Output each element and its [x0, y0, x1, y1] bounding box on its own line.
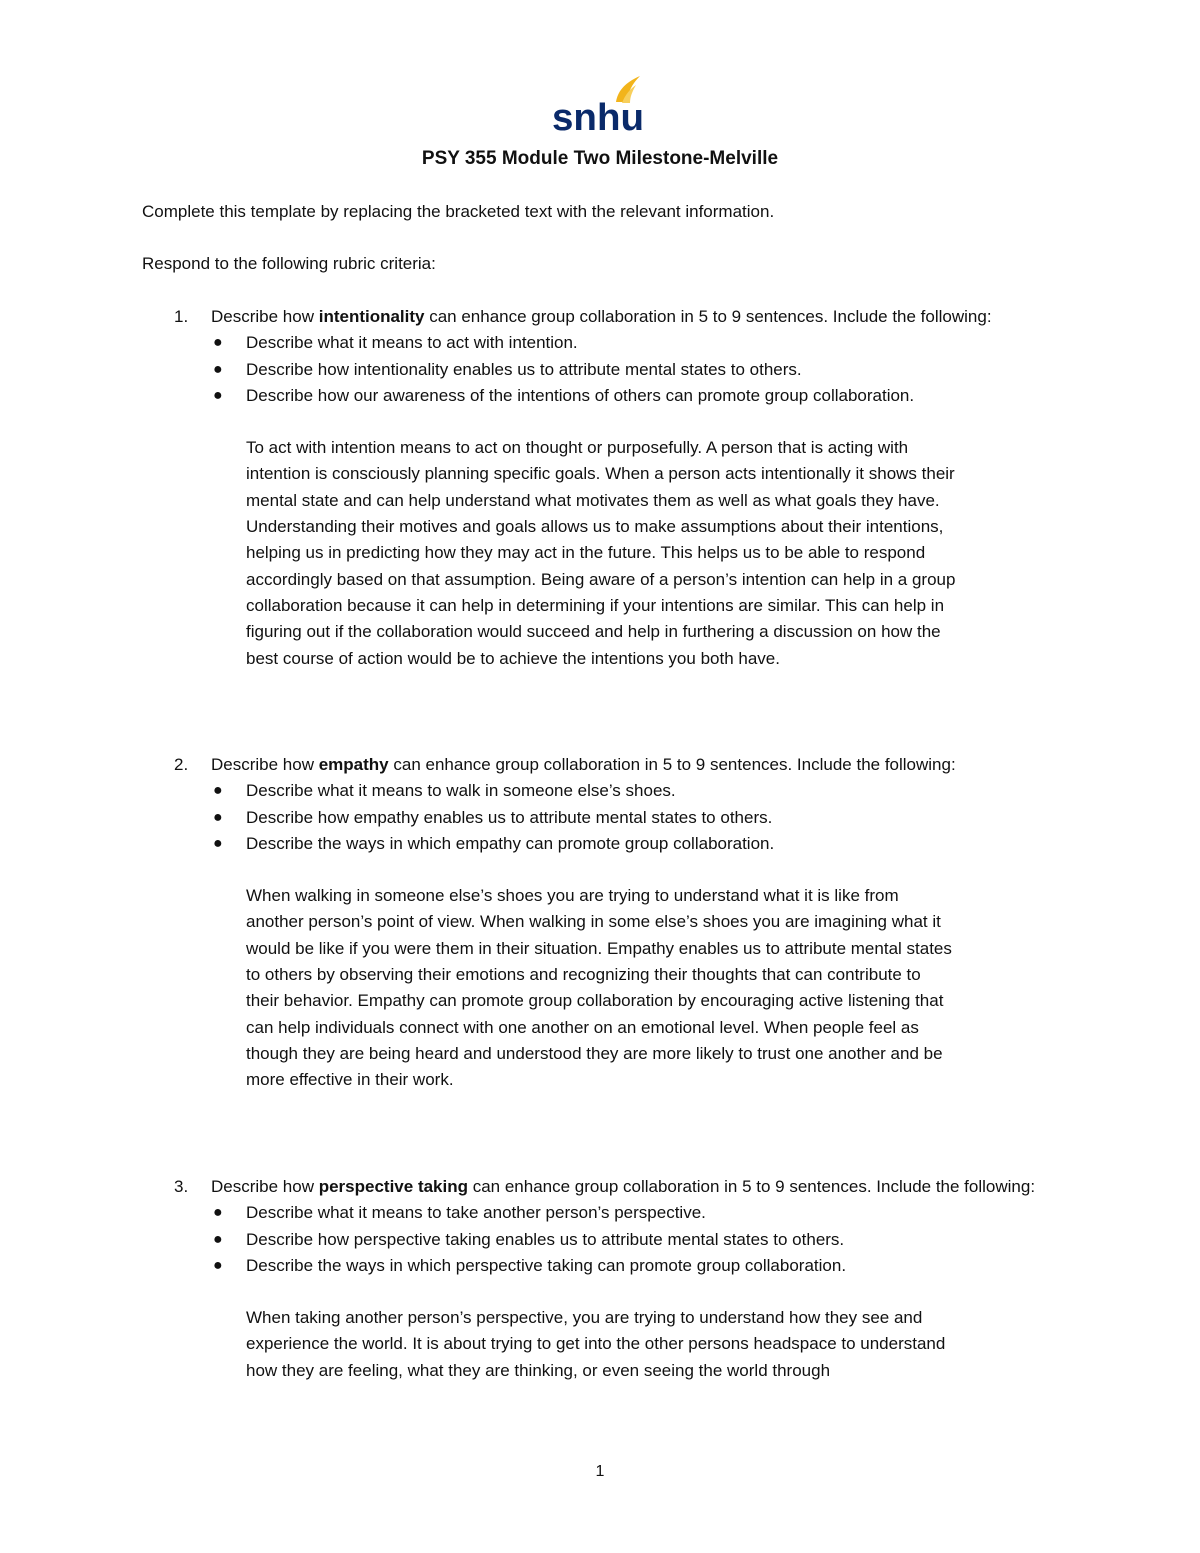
list-item: ● Describe how empathy enables us to attribute mental states to others. [142, 805, 1062, 831]
document-title: PSY 355 Module Two Milestone-Melville [421, 148, 779, 169]
list-item: ● Describe what it means to walk in someone else’s shoes. [142, 778, 1062, 804]
page-number: 1 [595, 1463, 605, 1480]
rubric-intro: Respond to the following rubric criteria: [142, 254, 436, 273]
list-item: ● Describe how perspective taking enables us to attribute mental states to others. [142, 1227, 1062, 1253]
bullet-icon: ● [213, 360, 223, 378]
question-2 [142, 752, 1062, 1094]
question-prompt: 2. Describe how empathy can enhance group collaboration in 5 to 9 sentences. Include the following: [142, 752, 1062, 778]
criteria-list [142, 1200, 1062, 1279]
question-number: 3. [174, 1177, 189, 1196]
question-prompt: 3. Describe how perspective taking can enhance group collaboration in 5 to 9 sentences. Include the following: [142, 1174, 1062, 1200]
bullet-icon: ● [213, 834, 223, 852]
question-number: 1. [174, 307, 189, 326]
list-item: ● Describe how intentionality enables us to attribute mental states to others. [142, 357, 1062, 383]
bullet-icon: ● [213, 1256, 223, 1274]
bullet-icon: ● [213, 782, 223, 800]
question-1 [142, 304, 1062, 672]
instruction-text: Complete this template by replacing the bracketed text with the relevant information. [142, 202, 775, 221]
bullet-icon: ● [213, 1230, 223, 1248]
question-3 [142, 1174, 1062, 1384]
question-number: 2. [174, 755, 189, 774]
criteria-list [142, 330, 1062, 409]
answer-text: When walking in someone else’s shoes you are trying to understand what it is like from another person’s point of view. When walking in some else’s shoes you are imagining what it would be like if you were them in their situation. Empathy enables us to attribute mental states to others by observing their emotions and recognizing their thoughts that can contribute to their behavior. Empathy can promote group collaboration by encouraging active listening that can help individuals connect with one another on an emotional level. When people feel as though they are being heard and understood they are more likely to trust one another and be more effective in their work. [246, 886, 952, 1090]
list-item: ● Describe what it means to act with intention. [142, 330, 1062, 356]
list-item: ● Describe how our awareness of the intentions of others can promote group collaboration. [142, 383, 1062, 409]
list-item: ● Describe the ways in which perspective taking can promote group collaboration. [142, 1253, 1062, 1279]
question-keyword: perspective taking [318, 1177, 468, 1196]
bullet-icon: ● [213, 1204, 223, 1222]
list-item: ● Describe what it means to take another person’s perspective. [142, 1200, 1062, 1226]
snhu-logo [548, 72, 648, 134]
criteria-list [142, 778, 1062, 857]
logo-text: snhu [552, 97, 644, 134]
question-prompt: 1. Describe how intentionality can enhance group collaboration in 5 to 9 sentences. Include the following: [142, 304, 1062, 330]
answer-text: When taking another person’s perspective, you are trying to understand how they see and experience the world. It is about trying to get into the other persons headspace to understand how they are feeling, what they are thinking, or even seeing the world through [246, 1308, 946, 1380]
bullet-icon: ● [213, 386, 223, 404]
answer-text: To act with intention means to act on thought or purposefully. A person that is acting with intention is consciously planning specific goals. When a person acts intentionally it shows their mental state and can help understand what motivates them as well as what goals they have. Understanding their motives and goals allows us to make assumptions about their intentions, helping us in predicting how they may act in the future. This helps us to be able to respond accordingly based on that assumption. Being aware of a person’s intention can help in a group collaboration because it can help in determining if your intentions are similar. This can help in figuring out if the collaboration would succeed and help in furthering a discussion on how the best course of action would be to achieve the intentions you both have. [246, 438, 956, 668]
bullet-icon: ● [213, 808, 223, 826]
bullet-icon: ● [213, 334, 223, 352]
list-item: ● Describe the ways in which empathy can promote group collaboration. [142, 831, 1062, 857]
question-keyword: intentionality [318, 307, 425, 326]
question-keyword: empathy [318, 755, 389, 774]
